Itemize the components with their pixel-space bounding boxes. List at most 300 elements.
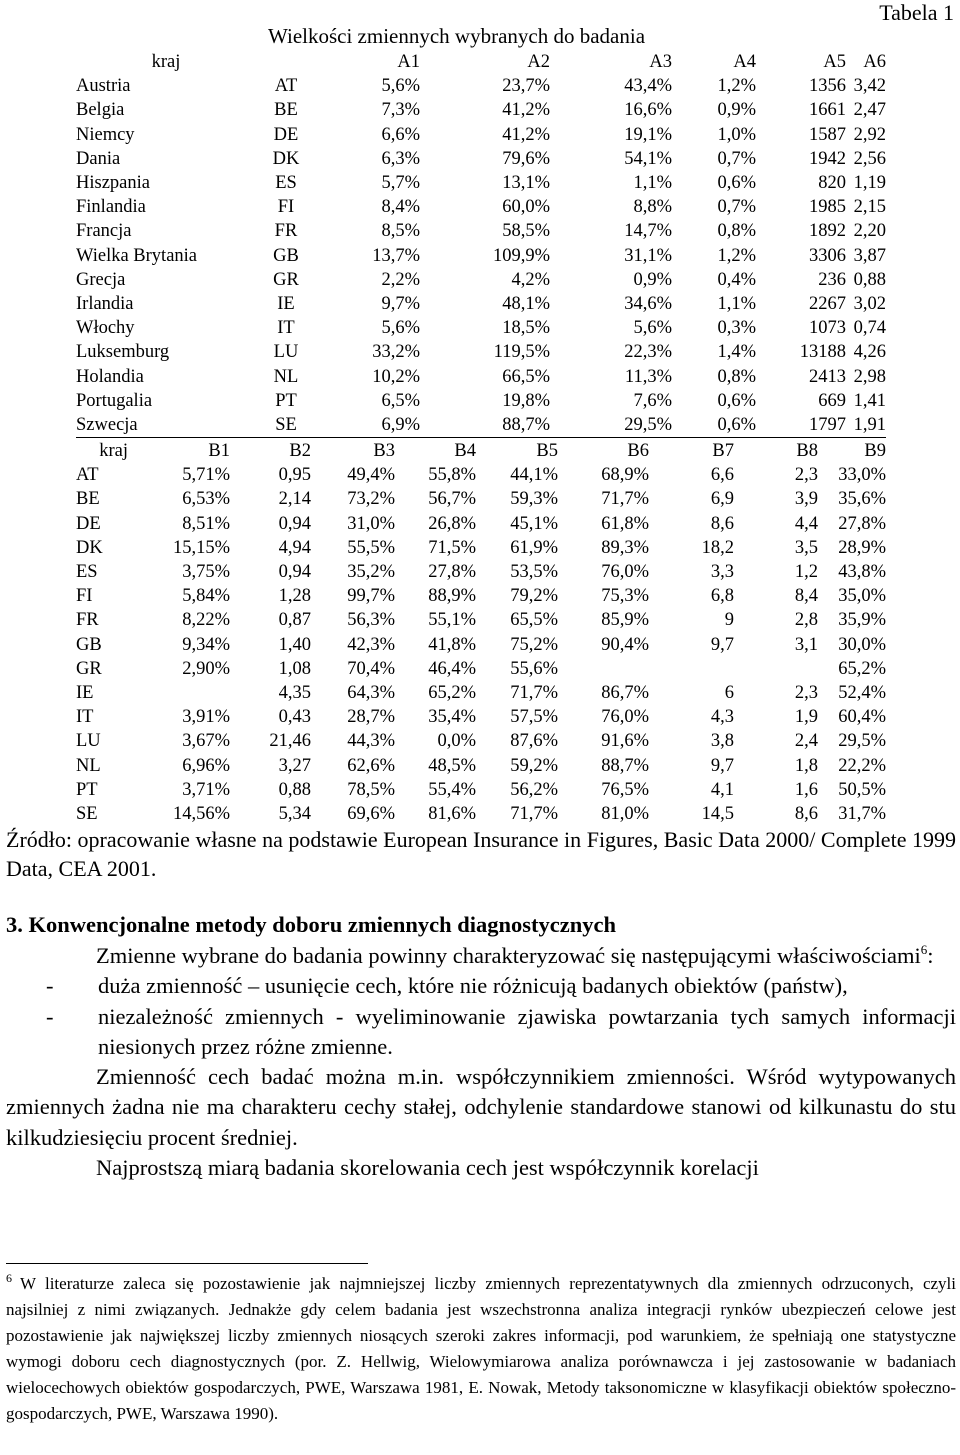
table-cell: 88,7% <box>420 413 550 438</box>
table-cell: 6,5% <box>381 390 420 411</box>
table-cell: Francja <box>76 221 132 242</box>
table-cell: 8,8% <box>633 197 672 218</box>
footnote-reference[interactable]: 6 <box>920 942 928 957</box>
table-cell: 2,98 <box>853 366 886 387</box>
table-cell: 1942 <box>809 148 846 169</box>
table-cell: 0,8% <box>717 221 756 242</box>
table-cell: Holandia <box>76 366 144 387</box>
table-cell: 6,8 <box>710 586 734 607</box>
paragraph: Najprostszą miarą badania skorelowania cech jest współczynnik korelacji <box>96 1155 759 1181</box>
table-cell: 0,4% <box>717 269 756 290</box>
table-cell: 7,3% <box>381 100 420 121</box>
column-header: A3 <box>649 52 672 72</box>
table-cell: 3,8 <box>710 731 734 752</box>
table-cell: 3,71% <box>182 779 230 800</box>
table-cell: Hiszpania <box>76 173 150 194</box>
table-cell: 55,5% <box>347 537 395 558</box>
table-cell: 11,3% <box>624 366 672 387</box>
table-cell: 1,0% <box>717 124 756 145</box>
table-cell: 1892 <box>809 221 846 242</box>
table-cell: 14,5 <box>701 804 734 825</box>
table-cell: 5,71% <box>182 465 230 486</box>
table-cell: 8,22% <box>182 610 230 631</box>
table-cell: 18,5% <box>502 318 550 339</box>
list-item-text: duża zmienność – usunięcie cech, które nie różnicują badanych obiektów (państw), <box>98 973 848 999</box>
table-cell: 0,7% <box>717 197 756 218</box>
table-cell: 0,9% <box>717 100 756 121</box>
table-cell: 56,2% <box>510 779 558 800</box>
table-cell <box>649 657 734 681</box>
table-header-row <box>76 50 886 74</box>
table-cell: 13188 <box>799 342 846 363</box>
section-heading: 3. Konwencjonalne metody doboru zmiennych diagnostycznych <box>6 912 617 937</box>
table-cell: 9,7% <box>381 294 420 315</box>
footnote-text: W literaturze zaleca się pozostawienie jak najmniejszej liczby zmiennych reprezentatywnych dla zmiennych odrzuconych, czyli najsilniej z nimi związanych. Jednakże gdy celem badania jest wszechstronna analiza integracji rynków ubezpieczeń celowe jest pozostawienie jak największej liczby zmiennych niosących szeroki zakres informacji, pod warunkiem, że spełniają one statystyczne wymogi doboru cech diagnostycznych (por. Z. Hellwig, Wielowymiarowa analiza porównawcza i jej zastosowanie w badaniach wielocechowych obiektów gospodarczych, PWE, Warszawa 1981, E. Nowak, Metody taksonomiczne w klasyfikacji obiektów społeczno-gospodarczych, PWE, Warszawa 1990). <box>6 1274 956 1423</box>
table-cell: 5,6% <box>633 318 672 339</box>
table-cell: 60,4% <box>838 707 886 728</box>
table-cell: 21,46 <box>269 731 311 752</box>
table-cell: 44,1% <box>510 465 558 486</box>
table-cell: 0,6% <box>672 413 756 438</box>
table-cell: 9,34% <box>182 634 230 655</box>
table-cell: 64,3% <box>347 683 395 704</box>
table-cell: Włochy <box>76 318 135 339</box>
table-cell: 41,2% <box>502 100 550 121</box>
table-cell: 35,9% <box>838 610 886 631</box>
table-cell: Irlandia <box>76 294 134 315</box>
table-cell: 5,6% <box>381 318 420 339</box>
variables-table-a <box>76 50 886 438</box>
table-cell: GB <box>76 634 102 655</box>
table-cell: 2,92 <box>853 124 886 145</box>
table-cell: 71,7% <box>601 489 649 510</box>
table-cell: 31,0% <box>347 513 395 534</box>
table-cell: 55,6% <box>510 658 558 679</box>
table-cell: 2,47 <box>853 100 886 121</box>
table-cell: 61,8% <box>601 513 649 534</box>
table-cell: 46,4% <box>428 658 476 679</box>
table-row <box>76 584 886 608</box>
table-row <box>76 268 886 292</box>
table-cell: 28,9% <box>838 537 886 558</box>
table-cell: PT <box>275 390 297 411</box>
table-cell: 1797 <box>756 413 846 438</box>
table-cell: SE <box>256 413 316 438</box>
table-cell: 2267 <box>809 294 846 315</box>
table-cell: Szwecja <box>76 413 256 438</box>
intro-text: Zmienne wybrane do badania powinny charakteryzować się następującymi właściwościami <box>96 943 921 968</box>
table-cell: 1,2% <box>717 245 756 266</box>
table-cell: BE <box>76 489 100 510</box>
table-cell: 2,14 <box>278 489 311 510</box>
table-row <box>76 316 886 340</box>
table-cell: 5,84% <box>182 586 230 607</box>
table-cell: 59,2% <box>510 755 558 776</box>
table-cell: 4,4 <box>794 513 818 534</box>
table-row <box>76 802 886 826</box>
table-cell: Grecja <box>76 269 126 290</box>
table-cell: 48,1% <box>502 294 550 315</box>
table-cell: 73,2% <box>347 489 395 510</box>
table-cell: 86,7% <box>601 683 649 704</box>
column-header: kraj <box>151 52 181 72</box>
table-cell: 79,6% <box>502 148 550 169</box>
table-row <box>76 389 886 413</box>
table-cell: 3,75% <box>182 562 230 583</box>
table-cell: 13,7% <box>372 245 420 266</box>
table-cell: 16,6% <box>624 100 672 121</box>
table-cell: Finlandia <box>76 197 146 218</box>
table-cell: 59,3% <box>510 489 558 510</box>
table-cell: ES <box>275 173 297 194</box>
column-header: A1 <box>397 52 420 72</box>
source-note: Źródło: opracowanie własne na podstawie European Insurance in Figures, Basic Data 2000/ Complete 1999 Data, CEA 2001. <box>6 827 956 881</box>
table-cell: 0,9% <box>633 269 672 290</box>
table-cell: 1,1% <box>633 173 672 194</box>
table-cell: 1587 <box>809 124 846 145</box>
table-cell: PT <box>76 779 98 800</box>
table-cell: 54,1% <box>624 148 672 169</box>
table-cell: 0,94 <box>278 513 311 534</box>
table-cell: 68,9% <box>601 465 649 486</box>
table-cell: 75,3% <box>601 586 649 607</box>
table-cell: 2,3 <box>794 465 818 486</box>
table-cell: 6,53% <box>182 489 230 510</box>
table-cell: 56,3% <box>347 610 395 631</box>
table-cell: 1,6 <box>794 779 818 800</box>
paragraph: Zmienność cech badać można m.in. współczynnikiem zmienności. Wśród wytypowanych zmiennych żadna nie ma charakteru cechy stałej, odchylenie standardowe stanowi od kilkunastu do stu kilkudziesięciu procent średniej. <box>6 1064 956 1150</box>
table-cell: 0,87 <box>278 610 311 631</box>
table-cell: 43,4% <box>624 76 672 97</box>
table-cell: DK <box>272 148 300 169</box>
footnote-separator <box>6 1263 368 1264</box>
table-cell: 30,0% <box>838 634 886 655</box>
table-cell: 49,4% <box>347 465 395 486</box>
table-cell: 41,8% <box>428 634 476 655</box>
table-cell: 1,4% <box>717 342 756 363</box>
table-cell: 78,5% <box>347 779 395 800</box>
table-cell: Wielka Brytania <box>76 245 197 266</box>
table-cell: 3,5 <box>794 537 818 558</box>
table-cell: SE <box>76 804 98 825</box>
list-dash: - <box>46 973 54 999</box>
table-cell: NL <box>76 755 101 776</box>
table-cell: Belgia <box>76 100 125 121</box>
table-row <box>76 705 886 729</box>
table-cell: 31,1% <box>624 245 672 266</box>
table-row <box>76 536 886 560</box>
table-cell: 3,27 <box>278 755 311 776</box>
table-cell: FR <box>274 221 298 242</box>
table-cell: 4,35 <box>278 683 311 704</box>
body-text <box>6 941 956 1183</box>
table-row <box>76 778 886 802</box>
table-cell: 109,9% <box>492 245 550 266</box>
table-cell: 29,5% <box>550 413 672 438</box>
table-cell: 34,6% <box>624 294 672 315</box>
table-cell: 1,8 <box>794 755 818 776</box>
column-header: B5 <box>536 441 558 461</box>
table-number-label: Tabela 1 <box>879 0 954 25</box>
table-cell: 44,3% <box>347 731 395 752</box>
table-cell: Niemcy <box>76 124 135 145</box>
table-cell: 22,3% <box>624 342 672 363</box>
table-cell: 2,90% <box>182 658 230 679</box>
column-header: A6 <box>863 52 886 72</box>
table-row <box>76 754 886 778</box>
table-cell: 65,5% <box>510 610 558 631</box>
table-cell: 1,08 <box>278 658 311 679</box>
table-cell: 35,2% <box>347 562 395 583</box>
table-cell: 3,9 <box>794 489 818 510</box>
table-cell: 76,0% <box>601 707 649 728</box>
table-cell: 4,1 <box>710 779 734 800</box>
table-row <box>76 487 886 511</box>
table-cell: 42,3% <box>347 634 395 655</box>
table-header-row <box>76 439 886 463</box>
table-cell: 9,7 <box>710 755 734 776</box>
table-cell: 58,5% <box>502 221 550 242</box>
column-header: B3 <box>373 441 395 461</box>
table-cell: 62,6% <box>347 755 395 776</box>
table-cell: 55,1% <box>428 610 476 631</box>
table-cell: IE <box>277 294 295 315</box>
table-cell: 0,74 <box>853 318 886 339</box>
table-cell: 0,43 <box>278 707 311 728</box>
table-cell: 6,6 <box>710 465 734 486</box>
list-item-text: niezależność zmiennych - wyeliminowanie zjawiska powtarzania tych samych informacji niesionych przez różne zmienne. <box>98 1003 956 1059</box>
table-cell: 8,6 <box>710 513 734 534</box>
table-cell: 3,1 <box>794 634 818 655</box>
table-cell: 99,7% <box>347 586 395 607</box>
table-cell: 88,7% <box>601 755 649 776</box>
table-row <box>76 219 886 243</box>
column-header <box>256 50 316 74</box>
table-cell: 2,8 <box>794 610 818 631</box>
table-cell: 0,94 <box>278 562 311 583</box>
table-cell: 13,1% <box>502 173 550 194</box>
footnote <box>6 1271 956 1427</box>
table-row <box>76 681 886 705</box>
table-cell: 8,6 <box>794 804 818 825</box>
column-header: B6 <box>627 441 649 461</box>
table-cell: 76,5% <box>601 779 649 800</box>
table-cell: 29,5% <box>838 731 886 752</box>
table-cell: 31,7% <box>838 804 886 825</box>
table-cell: 0,7% <box>717 148 756 169</box>
column-header: A2 <box>527 52 550 72</box>
table-cell: GR <box>273 269 299 290</box>
table-cell: 3306 <box>809 245 846 266</box>
table-cell: 55,8% <box>428 465 476 486</box>
table-cell: 90,4% <box>601 634 649 655</box>
column-header: B8 <box>796 441 818 461</box>
table-row <box>76 608 886 632</box>
table-cell: 19,1% <box>624 124 672 145</box>
table-cell: 2413 <box>809 366 846 387</box>
table-cell: 3,02 <box>853 294 886 315</box>
table-cell: 69,6% <box>347 804 395 825</box>
table-cell: 70,4% <box>347 658 395 679</box>
column-header: B1 <box>208 441 230 461</box>
table-cell: 0,95 <box>278 465 311 486</box>
table-cell: BE <box>274 100 298 121</box>
table-cell: 6,3% <box>381 148 420 169</box>
table-cell: 1,40 <box>278 634 311 655</box>
table-cell: 3,3 <box>710 562 734 583</box>
table-cell: 6,9 <box>710 489 734 510</box>
table-row <box>76 560 886 584</box>
table-cell: 6 <box>724 683 734 704</box>
table-cell: DK <box>76 537 103 558</box>
table-cell: NL <box>273 366 299 387</box>
table-cell: 60,0% <box>502 197 550 218</box>
table-cell: 0,88 <box>278 779 311 800</box>
column-header: A4 <box>733 52 756 72</box>
table-cell: 4,26 <box>853 342 886 363</box>
table-cell: 81,0% <box>601 804 649 825</box>
table-cell: 3,87 <box>853 245 886 266</box>
table-cell: 81,6% <box>428 804 476 825</box>
table-cell: 23,7% <box>502 76 550 97</box>
table-cell: 0,6% <box>717 390 756 411</box>
table-cell <box>734 657 818 681</box>
column-header: B4 <box>454 441 476 461</box>
table-cell: 71,7% <box>510 683 558 704</box>
column-header: kraj <box>99 441 128 461</box>
table-cell: 8,4% <box>381 197 420 218</box>
table-cell: 28,7% <box>347 707 395 728</box>
table-cell: 5,34 <box>278 804 311 825</box>
table-cell: 6,9% <box>316 413 420 438</box>
list-dash: - <box>46 1003 54 1029</box>
table-cell: Austria <box>76 76 131 97</box>
table-cell: 50,5% <box>838 779 886 800</box>
table-cell: 2,4 <box>794 731 818 752</box>
table-cell: 2,15 <box>853 197 886 218</box>
table-row <box>76 633 886 657</box>
table-cell: IE <box>76 683 94 704</box>
table-cell: 33,0% <box>838 465 886 486</box>
table-cell: 4,94 <box>278 537 311 558</box>
table-cell: 1661 <box>809 100 846 121</box>
footnote-number: 6 <box>6 1271 12 1285</box>
table-cell: 15,15% <box>172 537 230 558</box>
table-cell: 53,5% <box>510 562 558 583</box>
column-header: B7 <box>712 441 734 461</box>
table-cell: 56,7% <box>428 489 476 510</box>
table-cell: DE <box>273 124 299 145</box>
table-cell: 10,2% <box>372 366 420 387</box>
intro-colon: : <box>927 943 934 968</box>
table-cell: 0,0% <box>437 731 476 752</box>
table-cell: AT <box>76 465 99 486</box>
table-cell: 2,2% <box>381 269 420 290</box>
table-cell: 4,2% <box>511 269 550 290</box>
table-cell: 119,5% <box>493 342 550 363</box>
table-cell: ES <box>76 562 98 583</box>
table-cell: DE <box>76 513 101 534</box>
table-cell: 2,20 <box>853 221 886 242</box>
table-cell: 3,91% <box>182 707 230 728</box>
table-cell: 2,56 <box>853 148 886 169</box>
table-cell: FR <box>76 610 99 631</box>
table-cell: 1985 <box>809 197 846 218</box>
table-cell: 2,3 <box>794 683 818 704</box>
table-cell: 45,1% <box>510 513 558 534</box>
table-cell: 22,2% <box>838 755 886 776</box>
table-cell: GR <box>76 658 102 679</box>
table-cell: 27,8% <box>428 562 476 583</box>
table-cell: 0,3% <box>717 318 756 339</box>
table-cell: 33,2% <box>372 342 420 363</box>
table-row <box>76 657 886 681</box>
table-cell: 89,3% <box>601 537 649 558</box>
table-cell: GB <box>273 245 299 266</box>
table-cell: 55,4% <box>428 779 476 800</box>
table-cell: 52,4% <box>838 683 886 704</box>
table-cell: 65,2% <box>428 683 476 704</box>
table-cell: 1356 <box>809 76 846 97</box>
table-cell: 1,1% <box>717 294 756 315</box>
table-cell: 0,88 <box>853 269 886 290</box>
table-cell: 88,9% <box>428 586 476 607</box>
table-cell: 27,8% <box>838 513 886 534</box>
list-item <box>6 1002 956 1063</box>
table-cell: 1,41 <box>853 390 886 411</box>
variables-table-b <box>76 439 886 826</box>
table-cell <box>558 657 649 681</box>
table-cell: 66,5% <box>502 366 550 387</box>
table-cell: 5,6% <box>381 76 420 97</box>
table-cell: 1,19 <box>853 173 886 194</box>
table-cell: 18,2 <box>701 537 734 558</box>
table-cell: 5,7% <box>381 173 420 194</box>
table-cell: 6,6% <box>381 124 420 145</box>
table-cell: 0,8% <box>717 366 756 387</box>
table-cell: 75,2% <box>510 634 558 655</box>
table-row <box>76 365 886 389</box>
table-cell: AT <box>274 76 298 97</box>
table-cell: 1,2% <box>717 76 756 97</box>
table-cell: 35,4% <box>428 707 476 728</box>
table-row <box>76 244 886 268</box>
column-header: B9 <box>864 441 886 461</box>
table-cell: 61,9% <box>510 537 558 558</box>
table-row <box>76 512 886 536</box>
table-cell: 6,96% <box>182 755 230 776</box>
table-cell: 1,91 <box>846 413 886 438</box>
table-cell: 87,6% <box>510 731 558 752</box>
table-row <box>76 729 886 753</box>
table-row <box>76 74 886 98</box>
table-row <box>76 123 886 147</box>
table-cell: 48,5% <box>428 755 476 776</box>
table-cell: 71,5% <box>428 537 476 558</box>
table-cell: 85,9% <box>601 610 649 631</box>
table-cell: 76,0% <box>601 562 649 583</box>
intro-paragraph <box>6 941 956 971</box>
table-cell: IT <box>277 318 295 339</box>
table-cell: 14,56% <box>172 804 230 825</box>
table-cell: 669 <box>818 390 846 411</box>
table-cell: 8,51% <box>182 513 230 534</box>
table-cell: 0,6% <box>717 173 756 194</box>
table-row <box>76 413 886 438</box>
table-cell: 1,9 <box>794 707 818 728</box>
table-row <box>76 98 886 122</box>
column-header: B2 <box>289 441 311 461</box>
